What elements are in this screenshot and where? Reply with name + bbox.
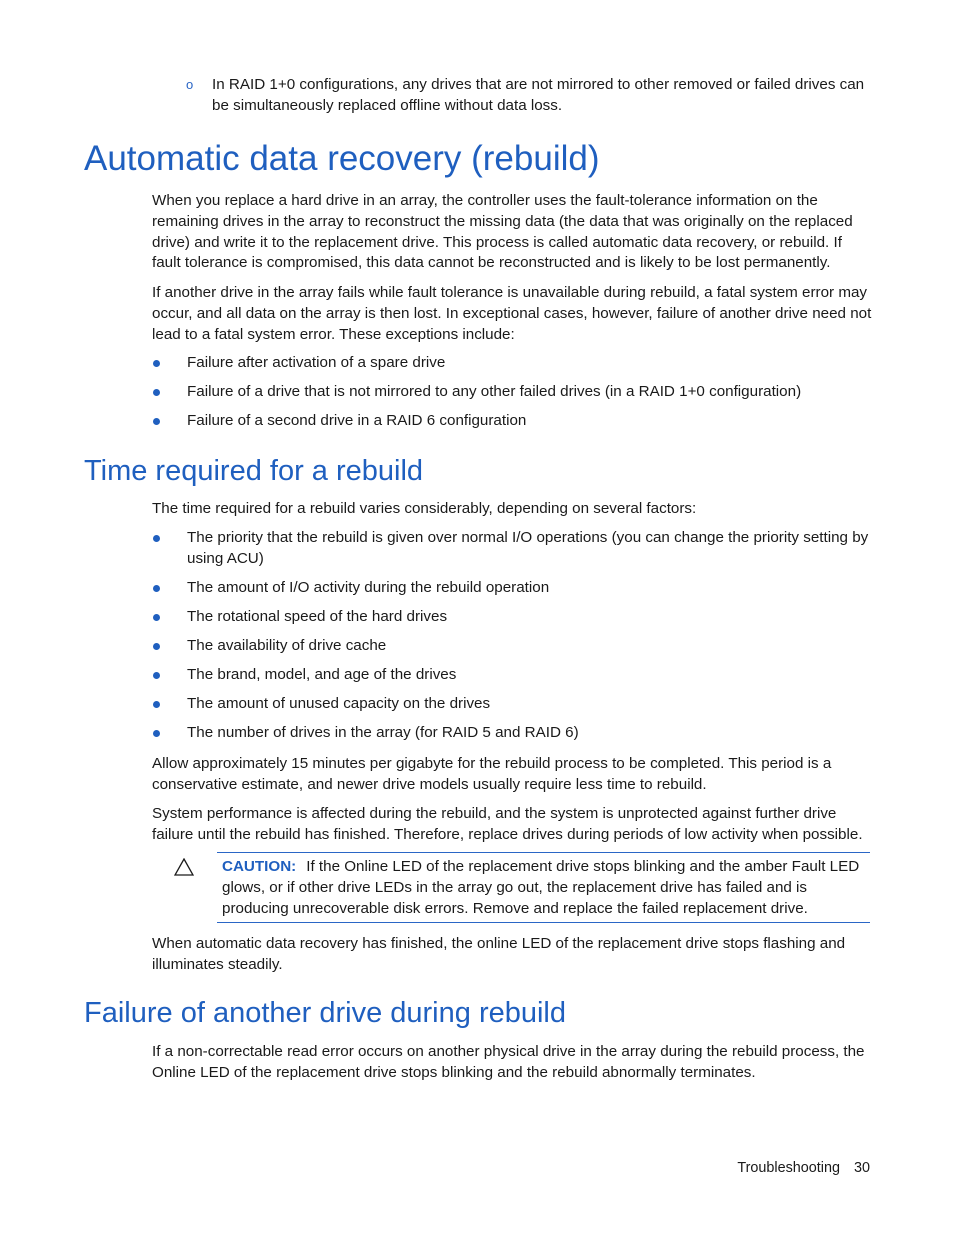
intro-sub-bullet — [186, 75, 872, 117]
list-item: The brand, model, and age of the drives — [152, 665, 872, 686]
exceptions-list — [152, 353, 872, 440]
paragraph-rebuild-duration: Allow approximately 15 minutes per gigabyte for the rebuild process to be completed. This period is a conservative estimate, and newer drive models usually require less time to rebuild. — [152, 755, 832, 793]
paragraph-read-error: If a non-correctable read error occurs on another physical drive in the array during the rebuild process, the Online LED of the replacement drive stops blinking and the rebuild abnormally terminates. — [152, 1043, 865, 1081]
list-item: Failure of a second drive in a RAID 6 configuration — [152, 411, 872, 432]
sub-bullet-marker: o — [186, 77, 194, 92]
paragraph-rebuild-description: When you replace a hard drive in an array, the controller uses the fault-tolerance information on the remaining drives in the array to reconstruct the missing data (the data that was originally on the replaced drive) and write it to the replacement drive. This process is called automatic data recovery, or rebuild. If fault tolerance is compromised, this data cannot be reconstructed and is likely to be lost permanently. — [152, 192, 853, 272]
list-item: The rotational speed of the hard drives — [152, 607, 872, 628]
bullet-dot — [153, 701, 160, 708]
list-item: Failure of a drive that is not mirrored to any other failed drives (in a RAID 1+0 configuration) — [152, 382, 872, 403]
list-item: Failure after activation of a spare drive — [152, 353, 872, 374]
caution-text: If the Online LED of the replacement drive stops blinking and the amber Fault LED glows, or if other drive LEDs in the array go out, the replacement drive has failed and is producing unrecoverable disk errors. Remove and replace the failed replacement drive. — [222, 858, 860, 917]
heading-failure-during-rebuild: Failure of another drive during rebuild — [84, 997, 566, 1029]
warning-triangle-icon — [174, 858, 194, 876]
list-item: The availability of drive cache — [152, 636, 872, 657]
footer-section-name: Troubleshooting — [737, 1160, 840, 1176]
bullet-dot — [153, 585, 160, 592]
sub-bullet-text: In RAID 1+0 configurations, any drives that are not mirrored to other removed or failed drives can be simultaneously replaced offline without data loss. — [212, 76, 865, 114]
bullet-dot — [153, 643, 160, 650]
list-item: The amount of I/O activity during the rebuild operation — [152, 578, 872, 599]
bullet-dot — [153, 672, 160, 679]
bullet-dot — [153, 360, 160, 367]
page-footer — [737, 1158, 870, 1178]
list-item: The number of drives in the array (for RAID 5 and RAID 6) — [152, 723, 872, 744]
paragraph-time-intro: The time required for a rebuild varies considerably, depending on several factors: — [152, 500, 697, 517]
bullet-dot — [153, 730, 160, 737]
heading-automatic-data-recovery: Automatic data recovery (rebuild) — [84, 139, 600, 178]
heading-time-required: Time required for a rebuild — [84, 455, 424, 487]
bullet-dot — [153, 418, 160, 425]
list-item: The priority that the rebuild is given over normal I/O operations (you can change the priority setting by using ACU) — [152, 528, 872, 570]
caution-label: CAUTION: — [222, 858, 297, 875]
paragraph-recovery-finished: When automatic data recovery has finished, the online LED of the replacement drive stops flashing and illuminates steadily. — [152, 935, 846, 973]
bullet-dot — [153, 535, 160, 542]
paragraph-system-performance: System performance is affected during the rebuild, and the system is unprotected against further drive failure until the rebuild has finished. Therefore, replace drives during periods of low activity when possible. — [152, 805, 863, 843]
paragraph-fault-tolerance-exceptions: If another drive in the array fails while fault tolerance is unavailable during rebuild, a fatal system error may occur, and all data on the array is then lost. In exceptional cases, however, failure of another drive need not lead to a fatal system error. These exceptions include: — [152, 284, 872, 343]
bullet-dot — [153, 389, 160, 396]
page-number: 30 — [853, 1160, 870, 1176]
factors-list — [152, 528, 872, 752]
bullet-dot — [153, 614, 160, 621]
list-item: The amount of unused capacity on the drives — [152, 694, 872, 715]
caution-box — [217, 852, 870, 923]
